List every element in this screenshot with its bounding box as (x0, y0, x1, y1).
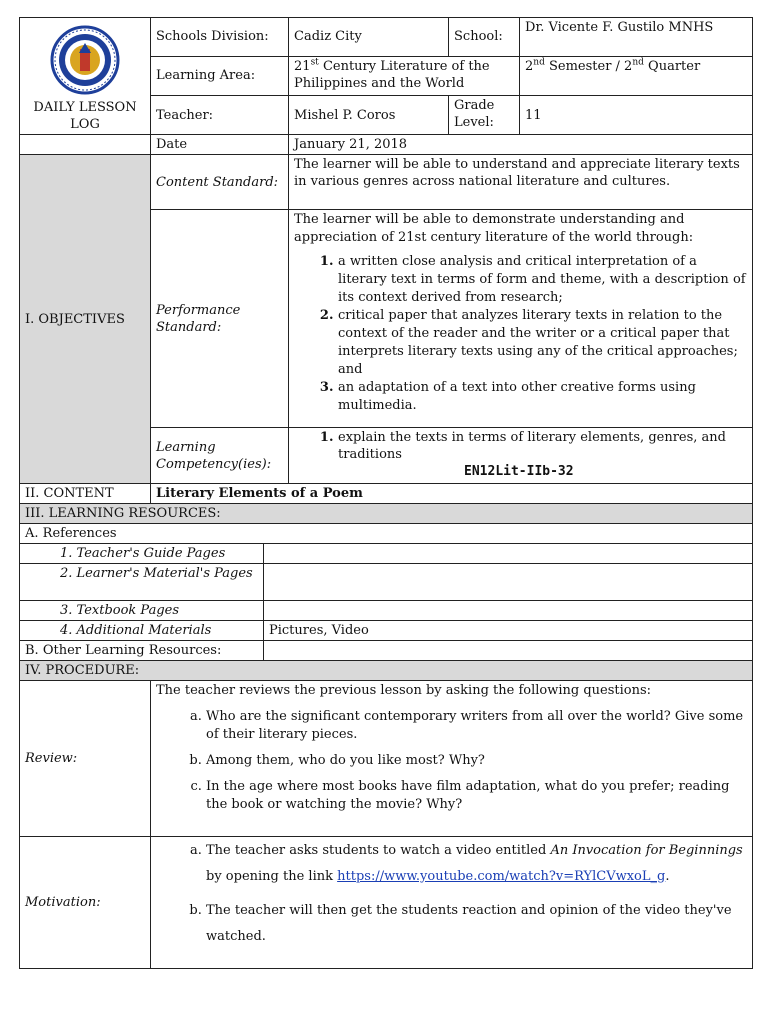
list-item: b. Among them, who do you like most? Why? (206, 752, 747, 770)
grade-level-label: Grade Level: (449, 96, 520, 135)
date-row-blank (20, 135, 151, 155)
date-label: Date (151, 135, 289, 155)
content-standard-value: The learner will be able to understand and appreciate literary texts in various genres across national literature and cultures. (289, 155, 753, 210)
list-item: b. The teacher will then get the students reaction and opinion of the video they've watched. (206, 898, 747, 950)
list-item: 3. an adaptation of a text into other creative forms using multimedia. (338, 379, 747, 415)
review-value (151, 681, 753, 837)
performance-standard-value (289, 210, 753, 428)
competency-list (294, 429, 747, 463)
learning-area-value: 21st Century Literature of the Philippines and the World (289, 56, 520, 96)
motivation-steps (156, 838, 747, 950)
list-item: a. The teacher asks students to watch a video entitled An Invocation for Beginnings by opening the link https://www.youtube.com/watch?v=RYlCVwxoL_g. (206, 838, 747, 890)
teachers-guide-label: 1. Teacher's Guide Pages (20, 544, 264, 564)
objectives-label: I. OBJECTIVES (20, 155, 151, 484)
list-item: c. In the age where most books have film adaptation, what do you prefer; reading the book or watching the movie? Why? (206, 778, 747, 814)
learning-resources-header: III. LEARNING RESOURCES: (20, 504, 753, 524)
learning-competency-label: Learning Competency(ies): (151, 428, 289, 484)
motivation-value (151, 837, 753, 969)
textbook-value (264, 601, 753, 621)
video-title: An Invocation for Beginnings (550, 843, 743, 858)
procedure-header: IV. PROCEDURE: (20, 661, 753, 681)
competency-code: EN12Lit-IIb-32 (464, 464, 574, 479)
learning-area-label: Learning Area: (151, 56, 289, 96)
schools-division-value: Cadiz City (289, 18, 449, 57)
document-title: DAILY LESSON LOG (33, 100, 137, 132)
review-questions (156, 708, 747, 814)
content-standard-label: Content Standard: (151, 155, 289, 210)
performance-standard-label: Performance Standard: (151, 210, 289, 428)
review-intro: The teacher reviews the previous lesson by asking the following questions: (156, 683, 652, 698)
semester-quarter-value: 2nd Semester / 2nd Quarter (520, 56, 753, 96)
performance-intro: The learner will be able to demonstrate understanding and appreciation of 21st century literature of the world through: (294, 212, 694, 245)
other-resources-value (264, 641, 753, 661)
content-label: II. CONTENT (20, 484, 151, 504)
teacher-label: Teacher: (151, 96, 289, 135)
review-label: Review: (20, 681, 151, 837)
grade-level-value: 11 (520, 96, 753, 135)
school-seal-icon (50, 25, 120, 95)
learning-competency-value (289, 428, 753, 484)
performance-list (294, 253, 747, 415)
additional-materials-label: 4. Additional Materials (20, 621, 264, 641)
teachers-guide-value (264, 544, 753, 564)
school-label: School: (449, 18, 520, 57)
list-item: a. Who are the significant contemporary writers from all over the world? Give some of their literary pieces. (206, 708, 747, 744)
youtube-link[interactable]: https://www.youtube.com/watch?v=RYlCVwxoL_g (337, 869, 666, 884)
other-resources-label: B. Other Learning Resources: (20, 641, 264, 661)
additional-materials-value: Pictures, Video (264, 621, 753, 641)
textbook-label: 3. Textbook Pages (20, 601, 264, 621)
list-item: 1. explain the texts in terms of literary elements, genres, and traditions (338, 429, 747, 463)
learners-material-label: 2. Learner's Material's Pages (20, 564, 264, 601)
list-item: 2. critical paper that analyzes literary texts in relation to the context of the reader and the writer or a critical paper that interprets literary texts using any of the critical approaches; and (338, 307, 747, 379)
list-item: 1. a written close analysis and critical interpretation of a literary text in terms of form and theme, with a description of its context derived from research; (338, 253, 747, 307)
daily-lesson-log-table (19, 17, 753, 969)
references-label: A. References (20, 524, 753, 544)
learners-material-value (264, 564, 753, 601)
content-value: Literary Elements of a Poem (151, 484, 753, 504)
logo-title-cell (20, 18, 151, 135)
school-value: Dr. Vicente F. Gustilo MNHS (520, 18, 753, 57)
teacher-value: Mishel P. Coros (289, 96, 449, 135)
motivation-label: Motivation: (20, 837, 151, 969)
date-value: January 21, 2018 (289, 135, 753, 155)
schools-division-label: Schools Division: (151, 18, 289, 57)
